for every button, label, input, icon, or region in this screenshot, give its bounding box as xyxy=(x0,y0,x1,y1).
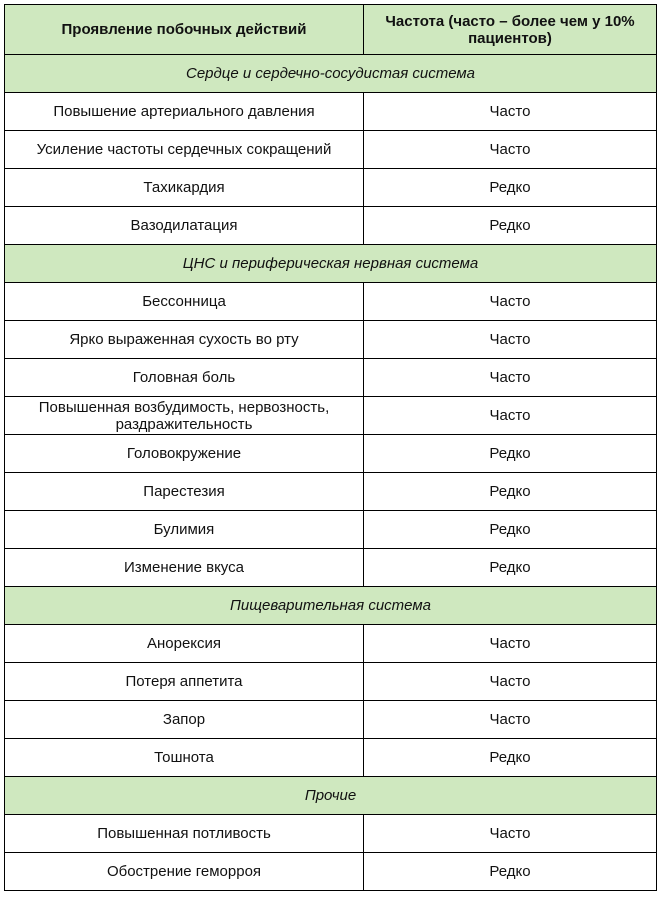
frequency-cell: Часто xyxy=(364,397,657,435)
effect-cell: Повышенная возбудимость, нервозность, раздражительность xyxy=(5,397,364,435)
frequency-cell: Редко xyxy=(364,169,657,207)
table-row xyxy=(5,473,657,511)
effect-cell: Усиление частоты сердечных сокращений xyxy=(5,131,364,169)
frequency-cell: Часто xyxy=(364,663,657,701)
effect-cell: Тахикардия xyxy=(5,169,364,207)
table-row xyxy=(5,169,657,207)
frequency-cell: Часто xyxy=(364,131,657,169)
table-row xyxy=(5,207,657,245)
frequency-cell: Редко xyxy=(364,853,657,891)
table-row xyxy=(5,815,657,853)
header-effect: Проявление побочных действий xyxy=(5,5,364,55)
section-title: ЦНС и периферическая нервная система xyxy=(5,245,657,283)
effect-cell: Парестезия xyxy=(5,473,364,511)
frequency-cell: Редко xyxy=(364,473,657,511)
effect-cell: Повышенная потливость xyxy=(5,815,364,853)
section-row xyxy=(5,55,657,93)
frequency-cell: Часто xyxy=(364,701,657,739)
effect-cell: Ярко выраженная сухость во рту xyxy=(5,321,364,359)
effect-cell: Тошнота xyxy=(5,739,364,777)
table-row xyxy=(5,93,657,131)
table-row xyxy=(5,853,657,891)
section-row xyxy=(5,587,657,625)
effect-cell: Потеря аппетита xyxy=(5,663,364,701)
frequency-cell: Редко xyxy=(364,207,657,245)
frequency-cell: Редко xyxy=(364,549,657,587)
table-row xyxy=(5,131,657,169)
table-row xyxy=(5,435,657,473)
table-header xyxy=(5,5,657,55)
table-row xyxy=(5,511,657,549)
table-row xyxy=(5,625,657,663)
table-body xyxy=(5,55,657,891)
table-row xyxy=(5,549,657,587)
effect-cell: Изменение вкуса xyxy=(5,549,364,587)
table-row xyxy=(5,321,657,359)
table-row xyxy=(5,701,657,739)
table-row xyxy=(5,283,657,321)
effect-cell: Анорексия xyxy=(5,625,364,663)
section-row xyxy=(5,245,657,283)
section-title: Пищеварительная система xyxy=(5,587,657,625)
frequency-cell: Редко xyxy=(364,511,657,549)
frequency-cell: Часто xyxy=(364,359,657,397)
effect-cell: Головная боль xyxy=(5,359,364,397)
header-frequency: Частота (часто – более чем у 10% пациентов) xyxy=(364,5,657,55)
effect-cell: Повышение артериального давления xyxy=(5,93,364,131)
table-row xyxy=(5,739,657,777)
section-title: Прочие xyxy=(5,777,657,815)
table-row xyxy=(5,663,657,701)
frequency-cell: Часто xyxy=(364,815,657,853)
frequency-cell: Часто xyxy=(364,321,657,359)
effect-cell: Головокружение xyxy=(5,435,364,473)
table-row xyxy=(5,397,657,435)
effect-cell: Бессонница xyxy=(5,283,364,321)
effect-cell: Вазодилатация xyxy=(5,207,364,245)
frequency-cell: Редко xyxy=(364,435,657,473)
table-row xyxy=(5,359,657,397)
section-title: Сердце и сердечно-сосудистая система xyxy=(5,55,657,93)
frequency-cell: Часто xyxy=(364,283,657,321)
header-row xyxy=(5,5,657,55)
effect-cell: Булимия xyxy=(5,511,364,549)
side-effects-table xyxy=(4,4,657,891)
frequency-cell: Часто xyxy=(364,93,657,131)
effect-cell: Запор xyxy=(5,701,364,739)
frequency-cell: Редко xyxy=(364,739,657,777)
effect-cell: Обострение геморроя xyxy=(5,853,364,891)
section-row xyxy=(5,777,657,815)
frequency-cell: Часто xyxy=(364,625,657,663)
